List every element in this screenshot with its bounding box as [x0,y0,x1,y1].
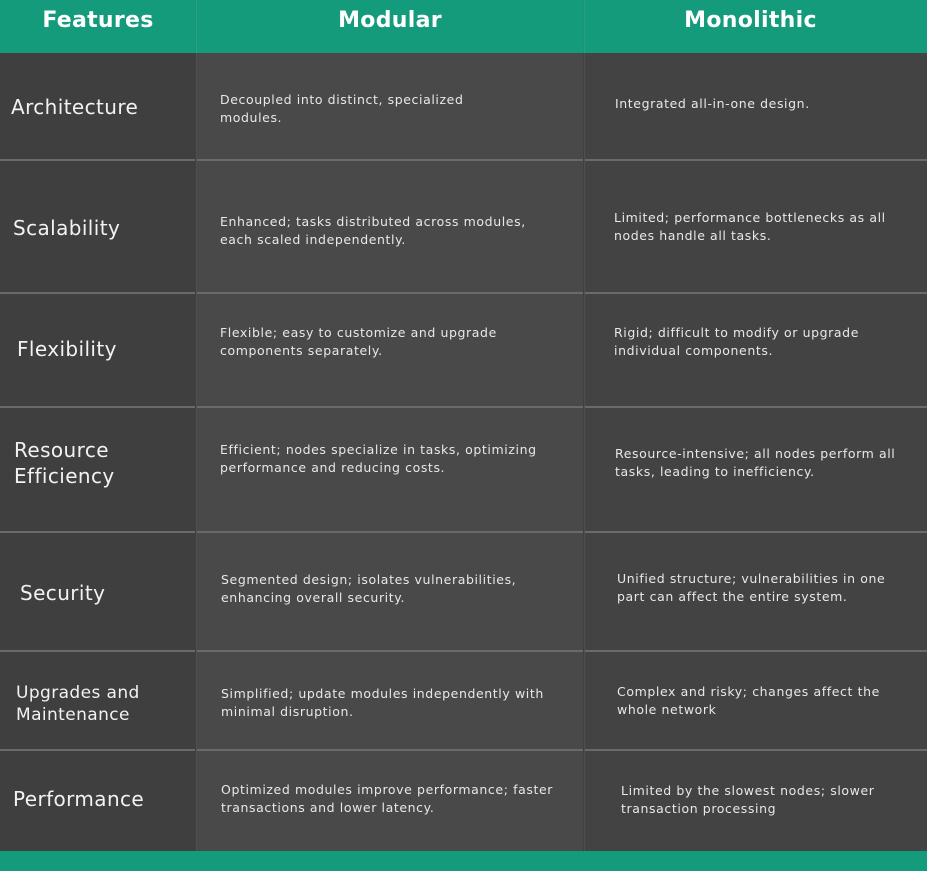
monolithic-text: Rigid; difficult to modify or upgrade individual components. [614,325,859,358]
monolithic-cell [584,294,927,406]
feature-cell [0,53,196,160]
feature-cell [0,751,196,851]
table-row [0,533,927,650]
feature-cell [0,161,196,292]
table-footer-band [0,851,927,871]
table-row [0,294,927,406]
modular-text: Simplified; update modules independently with minimal disruption. [221,686,544,719]
feature-label: Resource Efficiency [14,438,115,488]
table-row [0,408,927,531]
feature-label: Scalability [13,216,121,240]
feature-label: Security [20,581,106,605]
modular-cell [196,161,584,292]
header-monolithic: Monolithic [684,8,817,33]
table-row [0,652,927,749]
feature-label: Flexibility [17,337,117,361]
monolithic-cell [584,408,927,531]
column-divider [583,53,585,851]
feature-label: Architecture [11,95,139,119]
monolithic-text: Complex and risky; changes affect the whole network [617,684,880,717]
table-row [0,53,927,160]
monolithic-cell [584,751,927,851]
monolithic-text: Limited by the slowest nodes; slower transaction processing [621,783,875,816]
feature-cell [0,533,196,650]
feature-label: Upgrades and Maintenance [16,683,140,725]
feature-cell [0,294,196,406]
monolithic-text: Integrated all-in-one design. [615,96,810,111]
modular-text: Flexible; easy to customize and upgrade components separately. [220,325,497,358]
feature-cell [0,652,196,749]
modular-text: Efficient; nodes specialize in tasks, optimizing performance and reducing costs. [220,442,537,475]
monolithic-text: Resource-intensive; all nodes perform all tasks, leading to inefficiency. [615,446,896,479]
monolithic-text: Limited; performance bottlenecks as all nodes handle all tasks. [614,210,886,243]
modular-cell [196,533,584,650]
modular-cell [196,751,584,851]
monolithic-cell [584,161,927,292]
monolithic-cell [584,652,927,749]
table-header [0,0,927,54]
feature-label: Performance [13,787,145,811]
modular-text: Optimized modules improve performance; faster transactions and lower latency. [221,782,553,815]
monolithic-cell [584,533,927,650]
modular-text: Enhanced; tasks distributed across modules, each scaled independently. [220,214,526,247]
modular-cell [196,408,584,531]
modular-cell [196,294,584,406]
modular-text: Decoupled into distinct, specialized modules. [220,92,464,125]
header-modular: Modular [338,8,442,33]
modular-cell [196,652,584,749]
table-row [0,161,927,292]
modular-cell [196,53,584,160]
modular-text: Segmented design; isolates vulnerabilities, enhancing overall security. [221,572,517,605]
monolithic-text: Unified structure; vulnerabilities in one part can affect the entire system. [617,571,886,604]
feature-cell [0,408,196,531]
table-row [0,751,927,851]
monolithic-cell [584,53,927,160]
column-divider [195,53,197,851]
header-features: Features [42,8,154,33]
